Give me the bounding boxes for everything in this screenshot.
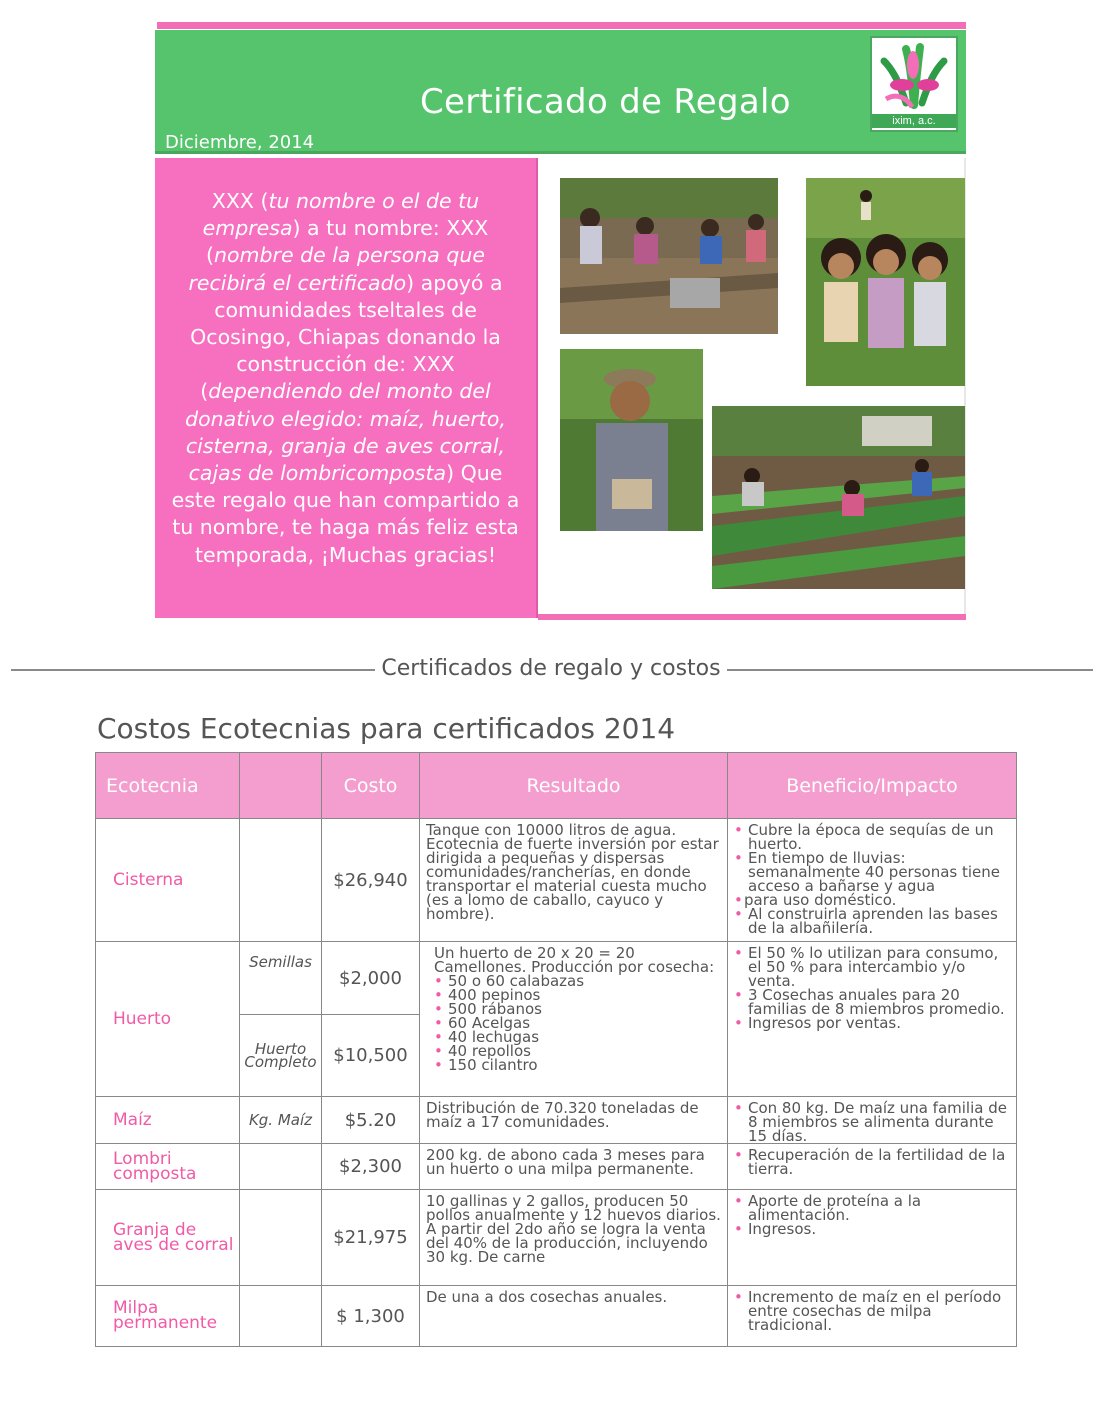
message-segment: XXX ( xyxy=(211,189,269,213)
result-item: • 400 pepinos xyxy=(434,988,721,1002)
result-item: • 500 rábanos xyxy=(434,1002,721,1016)
row-cost: $2,000 xyxy=(322,942,420,1015)
ixim-logo xyxy=(870,36,958,132)
benefit-item: • Incremento de maíz en el período entre cosechas de milpa tradicional. xyxy=(734,1290,1010,1332)
benefit-item: • Ingresos por ventas. xyxy=(734,1016,1010,1030)
result-intro: Un huerto de 20 x 20 = 20 Camellones. Producción por cosecha: xyxy=(434,944,715,976)
photo-garden-rows xyxy=(712,406,965,589)
message-italic-segment: nombre de la persona que recibirá el certificado xyxy=(188,243,485,295)
result-item: • 150 cilantro xyxy=(434,1058,721,1072)
row-result: Distribución de 70.320 toneladas de maíz a 17 comunidades. xyxy=(420,1097,728,1144)
result-item: • 50 o 60 calabazas xyxy=(434,974,721,988)
benefit-item: • En tiempo de lluvias: semanalmente 40 personas tiene acceso a bañarse y agua xyxy=(734,851,1010,893)
row-sub: Semillas xyxy=(240,942,322,1015)
row-benefits xyxy=(728,1190,1017,1286)
certificate-date: Diciembre, 2014 xyxy=(165,132,315,153)
photo-group-planting xyxy=(560,178,778,334)
row-result: Tanque con 10000 litros de agua. Ecotecnia de fuerte inversión por estar dirigida a pequeñas y dispersas comunidades/rancherías, en donde transportar el material cuesta mucho (es a lomo de caballo, cayuco y hombre). xyxy=(420,819,728,942)
row-result: 10 gallinas y 2 gallos, producen 50 pollos anualmente y 12 huevos diarios. A partir del 2do año se logra la venta del 40% de la producción, incluyendo 30 kg. De carne xyxy=(420,1190,728,1286)
message-segment: ) a tu nombre: XXX ( xyxy=(206,216,489,268)
certificate-message-box xyxy=(155,158,538,618)
table-row xyxy=(96,942,1017,1015)
certificate-bottom-line xyxy=(538,614,966,620)
table-row xyxy=(96,1286,1017,1347)
row-benefits xyxy=(728,1144,1017,1190)
header-costo: Costo xyxy=(322,753,420,819)
header-blank xyxy=(240,753,322,819)
photo-farmer xyxy=(560,349,703,531)
message-segment: ) Que este regalo que han compartido a tu nombre, te haga más feliz esta temporada, ¡Muchas gracias! xyxy=(171,461,520,567)
costs-table xyxy=(95,752,1017,1347)
benefit-item: • Con 80 kg. De maíz una familia de 8 miembros se alimenta durante 15 días. xyxy=(734,1101,1010,1143)
row-cost: $26,940 xyxy=(322,819,420,942)
result-item: • 60 Acelgas xyxy=(434,1016,721,1030)
row-benefits xyxy=(728,819,1017,942)
table-row xyxy=(96,1190,1017,1286)
table-header-row xyxy=(96,753,1017,819)
row-cost: $ 1,300 xyxy=(322,1286,420,1347)
header-resultado: Resultado xyxy=(420,753,728,819)
benefit-item: • El 50 % lo utilizan para consumo, el 50 % para intercambio y/o venta. xyxy=(734,946,1010,988)
row-name: Milpa permanente xyxy=(96,1286,240,1347)
row-name: Maíz xyxy=(96,1097,240,1144)
result-item: • 40 repollos xyxy=(434,1044,721,1058)
message-italic-segment: dependiendo del monto del donativo elegido: maíz, huerto, cisterna, granja de aves corral, cajas de lombricomposta xyxy=(185,379,506,486)
row-name: Lombri composta xyxy=(96,1144,240,1190)
table-row xyxy=(96,1097,1017,1144)
row-sub: Kg. Maíz xyxy=(240,1097,322,1144)
row-result xyxy=(420,942,728,1097)
benefit-item: • Recuperación de la fertilidad de la tierra. xyxy=(734,1148,1010,1176)
row-sub: Huerto Completo xyxy=(240,1015,322,1097)
message-italic-segment: tu nombre o el de tu empresa xyxy=(202,189,480,241)
row-name: Cisterna xyxy=(96,819,240,942)
section-divider-title: Certificados de regalo y costos xyxy=(381,656,721,681)
row-cost: $2,300 xyxy=(322,1144,420,1190)
row-sub xyxy=(240,819,322,942)
row-sub xyxy=(240,1144,322,1190)
logo-caption: ixim, a.c. xyxy=(872,114,956,128)
row-name: Granja de aves de corral xyxy=(96,1190,240,1286)
row-result: 200 kg. de abono cada 3 meses para un huerto o una milpa permanente. xyxy=(420,1144,728,1190)
table-title: Costos Ecotecnias para certificados 2014 xyxy=(97,712,676,745)
row-name: Huerto xyxy=(96,942,240,1097)
row-benefits xyxy=(728,1097,1017,1144)
header-ecotecnia: Ecotecnia xyxy=(96,753,240,819)
row-cost: $21,975 xyxy=(322,1190,420,1286)
row-cost: $5.20 xyxy=(322,1097,420,1144)
benefit-item: • Aporte de proteína a la alimentación. xyxy=(734,1194,1010,1222)
row-cost: $10,500 xyxy=(322,1015,420,1097)
benefit-item: • Cubre la época de sequías de un huerto. xyxy=(734,823,1010,851)
certificate-header xyxy=(155,30,966,154)
table-row xyxy=(96,819,1017,942)
table-row xyxy=(96,1144,1017,1190)
photo-children xyxy=(806,178,965,386)
row-benefits xyxy=(728,1286,1017,1347)
certificate-top-line xyxy=(157,22,966,29)
corn-logo-icon xyxy=(876,41,952,113)
message-segment: ) apoyó a comunidades tseltales de Ocosingo, Chiapas donando la construcción de: XXX ( xyxy=(190,270,503,404)
benefit-item: • 3 Cosechas anuales para 20 familias de 8 miembros promedio. xyxy=(734,988,1010,1016)
row-sub xyxy=(240,1190,322,1286)
header-beneficio: Beneficio/Impacto xyxy=(728,753,1017,819)
certificate-message xyxy=(169,188,522,569)
row-sub xyxy=(240,1286,322,1347)
benefit-item: • Al construirla aprenden las bases de la albañilería. xyxy=(734,907,1010,935)
row-benefits xyxy=(728,942,1017,1097)
certificate-title: Certificado de Regalo xyxy=(420,82,791,122)
benefit-item: • Ingresos. xyxy=(734,1222,1010,1236)
benefit-extra: para uso doméstico. xyxy=(744,891,897,909)
result-item: • 40 lechugas xyxy=(434,1030,721,1044)
row-result: De una a dos cosechas anuales. xyxy=(420,1286,728,1347)
